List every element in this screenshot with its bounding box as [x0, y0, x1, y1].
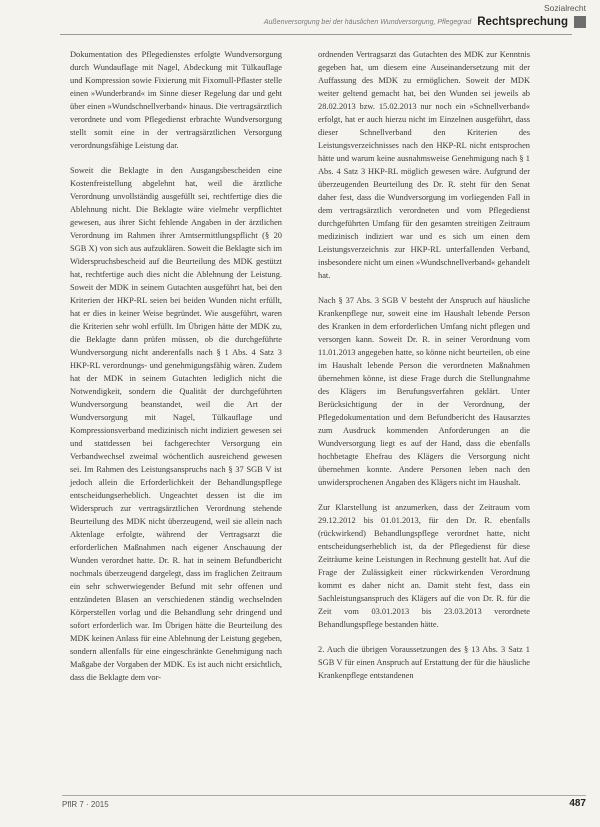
section-label: Sozialrecht — [543, 3, 586, 13]
paragraph: Nach § 37 Abs. 3 SGB V besteht der Anspruch auf häusliche Krankenpflege nur, soweit eine im Haushalt lebende Person des Kranken in dem erforderlichen Umfang nicht pflegen und versorgen kann. Soweit Dr. R. in seiner Verordnung vom 11.01.2013 angegeben hatte, so könne nicht beurteilen, ob eine im Haushalt lebende Person die verordneten Maßnahmen übernehmen könne, ist diese Frage durch die Stellungnahme des Klägers im Berufungsverfahren geklärt. Unter Berücksichtigung der in der Verordnung, der Pflegedokumentation und dem Befundbericht des Hausarztes zum Ausdruck kommenden Anforderungen an die Wundversorgung liegt es auf der Hand, dass die ebenfalls hochbetagte Ehefrau des Klägers die Versorgung nicht übernehmen konnte. Andere Personen leben nach den unwidersprochenen Angaben des Klägers nicht im Haushalt. — [318, 296, 530, 487]
right-column — [318, 48, 530, 694]
header-square-marker — [574, 16, 586, 28]
page-number: 487 — [569, 798, 586, 809]
page-footer — [62, 798, 586, 812]
journal-issue: PflR 7 · 2015 — [62, 800, 109, 809]
header-subtitle: Außenversorgung bei der häuslichen Wundversorgung, Pflegegrad — [263, 18, 472, 26]
left-column — [70, 48, 282, 696]
header-rubric: Rechtsprechung — [477, 16, 568, 28]
header-rule — [60, 34, 572, 35]
paragraph: ordnenden Vertragsarzt das Gutachten des MDK zur Kenntnis gegeben hat, um diesem eine Auseinandersetzung mit der Auffassung des MDK zu ermöglichen. Soweit der MDK weiter geltend gemacht hat, bei den Wunden sei jeweils ab 28.02.2013 bzw. 15.02.2013 nur noch ein »Schnellverband« erfolgt, hat er auch hierzu nicht im Einzelnen ausgeführt, dass dieser Schnellverband den Kriterien des Leistungsverzeichnisses nach den HKP-RL nicht entsprochen hätte und warum keine ausnahmsweise Genehmigung nach § 1 Abs. 4 Satz 3 HKP-RL möglich gewesen wäre. Aufgrund der überzeugenden Beurteilung des Dr. R. steht für den Senat daher fest, dass die Wundversorgung im vorliegenden Fall in dem vertragsärztlich verordneten und vom Pflegedienst durchgeführten Umfang für den gesamten streitigen Zeitraum medizinisch indiziert war und es sich um einen dem Leistungsverzeichnis zur HKP-RL unterfallenden Verband, insbesondere nicht um einen »Wundschnellverband« gehandelt hat. — [318, 50, 530, 280]
paragraph: 2. Auch die übrigen Voraussetzungen des § 13 Abs. 3 Satz 1 SGB V für einen Anspruch auf Erstattung der für die häusliche Krankenpflege entstandenen — [318, 645, 530, 680]
paragraph: Dokumentation des Pflegedienstes erfolgte Wundversorgung durch Wundauflage mit Nagel, Abdeckung mit Tülkauflage und Kompression sowie Fixierung mit Fixomull-Pflaster stelle einen »Wunderbrand« im Sinne dieser Regelung dar und geht über einen »Wundschnellverband« hinaus. Die vertragsärztlich verordnete und vom Pflegedienst erbrachte Wundversorgung stellt somit eine in der vertragsärztlichen Versorgung verordnungsfähige Leistung dar. — [70, 50, 282, 150]
running-header — [60, 14, 586, 30]
footer-rule — [62, 795, 586, 796]
paragraph: Zur Klarstellung ist anzumerken, dass der Zeitraum vom 29.12.2012 bis 01.01.2013, für den Dr. R. ebenfalls (rückwirkend) Behandlungspflege verordnet hatte, nicht entscheidungserheblich ist, da der Pflegedienst für diese Zeiträume keine Leistungen in Rechnung gestellt hat. Auf die Frage der Zulässigkeit einer rückwirkenden Verordnung kommt es daher nicht an. Damit steht fest, dass ein Sachleistungsanspruch des Klägers auf die von Dr. R. für die Zeit vom 03.01.2013 bis 23.03.2013 verordnete Behandlungspflege bestanden hätte. — [318, 503, 530, 629]
paragraph: Soweit die Beklagte in den Ausgangsbescheiden eine Kostenfreistellung abgelehnt hat, weil die ärztliche Verordnung unvollständig ausgefüllt sei, rechtfertige dies die Ablehnung nicht. Die Beklagte wäre vielmehr verpflichtet gewesen, aus ihrer Sicht fehlende Angaben in der ärztlichen Verordnung im Rahmen ihrer Amtsermittlungspflicht (§ 20 SGB X) von sich aus aufzuklären. Soweit die Beklagte sich im Widerspruchsbescheid auf die Beurteilung des MDK gestützt hat, rechtfertige auch dies nicht die Ablehnung der Leistung. Soweit der MDK in seinem Gutachten ausgeführt hat, bei den Kriterien der HKP-RL seien bei beiden Wunden nicht erfüllt, hat er dies in keiner Weise begründet. Wie ausgeführt, waren die Kriterien sehr wohl erfüllt. Im Übrigen hätte der MDK zu, die Beklagte dann prüfen müssen, ob die durchgeführte Wundversorgung nicht anderenfalls nach § 1 Abs. 4 Satz 3 HKP-RL verordnungs- und genehmigungsfähig wären. Zudem hat der MDK in seinem Gutachten lediglich nicht die Notwendigkeit, sondern die Qualität der durchgeführten Wundversorgung beanstandet, weil die Art der Wundversorgung mit Nagel, Tülkauflage und Kompressionsverband medizinisch nicht indiziert gewesen sei und stattdessen bei fachgerechter Versorgung ein Verbandwechsel zweimal wöchentlich ausreichend gewesen sei. Im Rahmen des Leistungsanspruchs nach § 37 SGB V ist jedoch allein die Erforderlichkeit der Behandlungspflege entscheidungserheblich. Ungeachtet dessen ist die im Widerspruch zur vertragsärztlichen Verordnung stehende Beurteilung des MDK nicht überzeugend, weil sie allein nach Aktenlage erfolgte, während der Vertragsarzt die erforderlichen Maßnahmen nach eigener Anschauung der Wunden verordnet hatte. Dr. R. hat in seinem Befundbericht nochmals überzeugend dargelegt, dass im fraglichen Zeitraum ein sehr schwerwiegender Befund mit sehr offenen und entzündeten Blasen an verschiedenen ständig wechselnden Körperstellen vorlag und die Behandlung sehr dringend und sofort erforderlich war. Im Übrigen hätte die Beurteilung des MDK keinen Anlass für eine Ablehnung der Leistung gegeben, sondern allenfalls für eine eingeschränkte Genehmigung nach Maßgabe der Vorgaben der MDK. Es ist auch nicht ersichtlich, dass die Beklagte dem vor- — [70, 166, 282, 682]
